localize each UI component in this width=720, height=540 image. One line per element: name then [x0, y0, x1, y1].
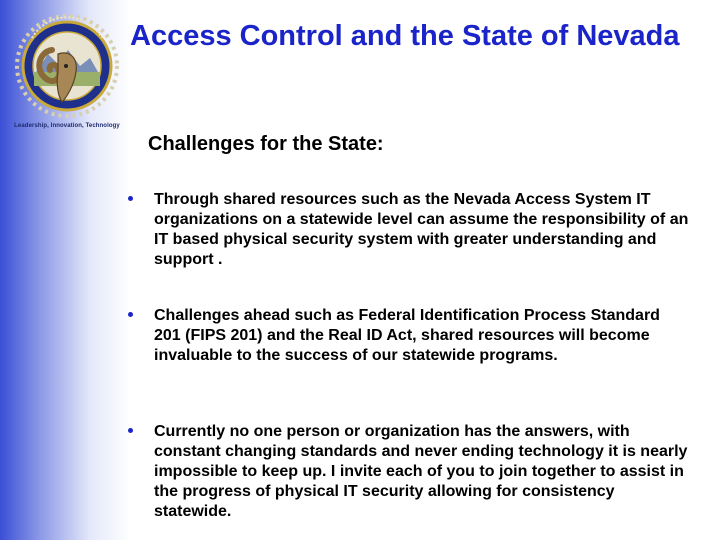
nevada-state-seal-ram-icon [8, 10, 126, 122]
slide-title: Access Control and the State of Nevada [130, 20, 680, 52]
bullet-text: Currently no one person or organization has the answers, with constant changing standards and never ending technology it is nearly impossible to keep up. I invite each of you to join together to assist in the progress of physical IT security allowing for consistency statewide. [154, 423, 688, 520]
bullet-dot-icon [128, 196, 133, 201]
slide-subtitle: Challenges for the State: [148, 133, 384, 155]
bullet-dot-icon [128, 428, 133, 433]
bullet-dot-icon [128, 312, 133, 317]
logo-caption: Leadership, Innovation, Technology [14, 123, 120, 129]
state-seal-logo [8, 10, 126, 136]
bullet-text: Challenges ahead such as Federal Identification Process Standard 201 (FIPS 201) and the Real ID Act, shared resources will become invaluable to the success of our statewide programs. [154, 307, 660, 364]
bullet-text: Through shared resources such as the Nevada Access System IT organizations on a statewide level can assume the responsibility of an IT based physical security system with greater understanding and support . [154, 191, 689, 268]
